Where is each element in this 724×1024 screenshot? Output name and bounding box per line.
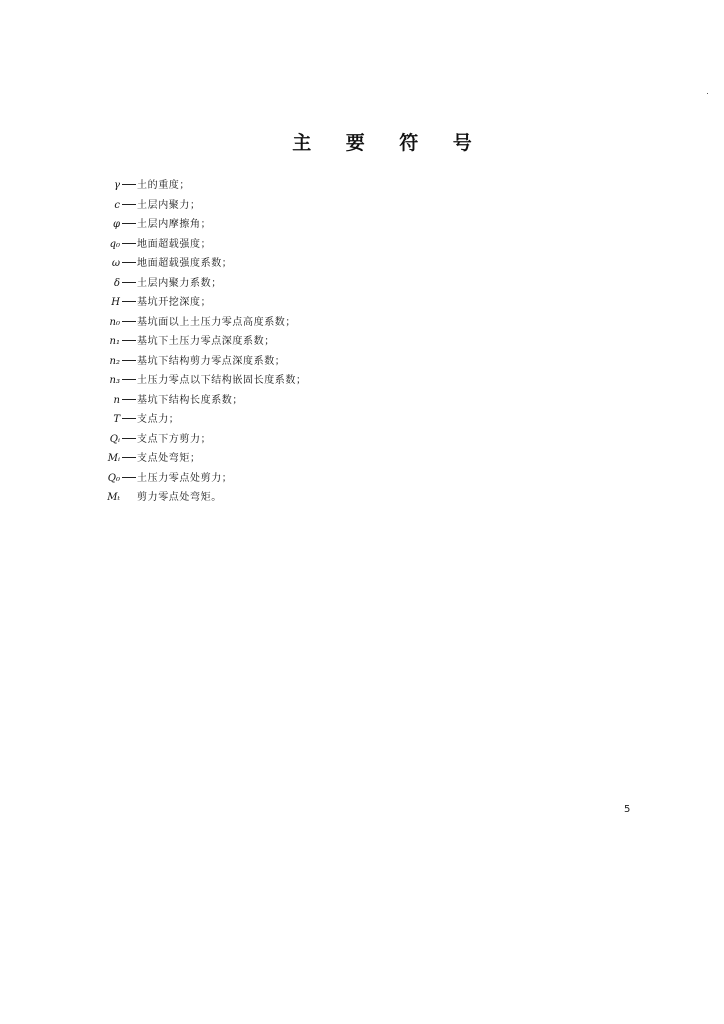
symbol-description: 土压力零点处剪力；: [137, 472, 233, 484]
symbol-description: 土层内聚力；: [137, 199, 201, 211]
symbol-description: 土的重度；: [137, 180, 190, 191]
em-dash: [122, 204, 136, 205]
symbol-row: [82, 293, 642, 313]
symbol: H: [111, 297, 120, 308]
symbol-row: [82, 469, 642, 489]
symbol: q₀: [109, 238, 120, 250]
em-dash: [122, 399, 136, 400]
symbol-description: 基坑下结构长度系数；: [137, 394, 243, 406]
symbol-row: [82, 254, 642, 274]
symbol-row: [82, 196, 642, 216]
symbol-description: 剪力零点处弯矩。: [137, 492, 222, 503]
em-dash: [122, 418, 136, 419]
symbol: n₀: [109, 316, 120, 328]
symbol-row: [82, 371, 642, 391]
symbol-row: [82, 391, 642, 411]
em-dash: [122, 301, 136, 302]
symbol: φ: [112, 219, 120, 230]
symbol: c: [114, 199, 120, 211]
symbol-description: 基坑下土压力零点深度系数；: [137, 336, 275, 347]
symbol-row: [82, 410, 642, 430]
em-dash: [122, 360, 136, 361]
symbol-description: 地面超载强度系数；: [137, 258, 233, 269]
symbol-description: 地面超载强度；: [137, 238, 212, 250]
em-dash: [122, 223, 136, 224]
title-char: 符: [399, 132, 419, 154]
symbol-description: 土层内聚力系数；: [137, 277, 222, 289]
symbol-description: 基坑面以上土压力零点高度系数；: [137, 316, 296, 328]
em-dash: [122, 340, 136, 341]
symbol-list: [82, 176, 642, 508]
symbol: ω: [111, 258, 120, 269]
symbol: Qᵢ: [109, 433, 120, 445]
page-title: [0, 128, 724, 155]
symbol: n₁: [109, 336, 120, 347]
symbol-description: 基坑下结构剪力零点深度系数；: [137, 355, 286, 367]
page-title-chars: [275, 128, 489, 155]
symbol: δ: [113, 277, 120, 289]
em-dash: [122, 321, 136, 322]
symbol-description: 土层内摩擦角；: [137, 219, 212, 230]
title-char: 主: [292, 132, 312, 154]
scan-speck: [707, 93, 708, 94]
em-dash: [122, 262, 136, 263]
symbol-row: [82, 332, 642, 352]
symbol-row: [82, 488, 642, 508]
title-char: 号: [452, 132, 472, 154]
symbol-row: [82, 313, 642, 333]
symbol-description: 土压力零点以下结构嵌固长度系数；: [137, 375, 307, 386]
page-number: 5: [624, 804, 631, 815]
symbol: T: [113, 414, 120, 425]
em-dash: [122, 379, 136, 380]
symbol-description: 支点下方剪力；: [137, 433, 212, 445]
symbol-description: 支点处弯矩；: [137, 453, 201, 464]
symbol-row: [82, 215, 642, 235]
symbol-row: [82, 176, 642, 196]
em-dash: [122, 282, 136, 283]
symbol-row: [82, 235, 642, 255]
dash-spacer: [122, 496, 136, 497]
em-dash: [122, 243, 136, 244]
title-char: 要: [345, 132, 365, 154]
symbol-row: [82, 449, 642, 469]
symbol-description: 基坑开挖深度；: [137, 297, 212, 308]
symbol-row: [82, 352, 642, 372]
em-dash: [122, 457, 136, 458]
symbol: n₃: [109, 375, 120, 386]
em-dash: [122, 184, 136, 185]
em-dash: [122, 438, 136, 439]
symbol: γ: [114, 180, 120, 191]
symbol: Mₜ: [107, 492, 120, 503]
symbol-row: [82, 274, 642, 294]
symbol: n₂: [109, 355, 120, 367]
symbol-description: 支点力；: [137, 414, 180, 425]
symbol: Q₀: [107, 472, 120, 484]
em-dash: [122, 477, 136, 478]
symbol: Mᵢ: [107, 453, 120, 464]
symbol: n: [113, 394, 120, 406]
symbol-row: [82, 430, 642, 450]
